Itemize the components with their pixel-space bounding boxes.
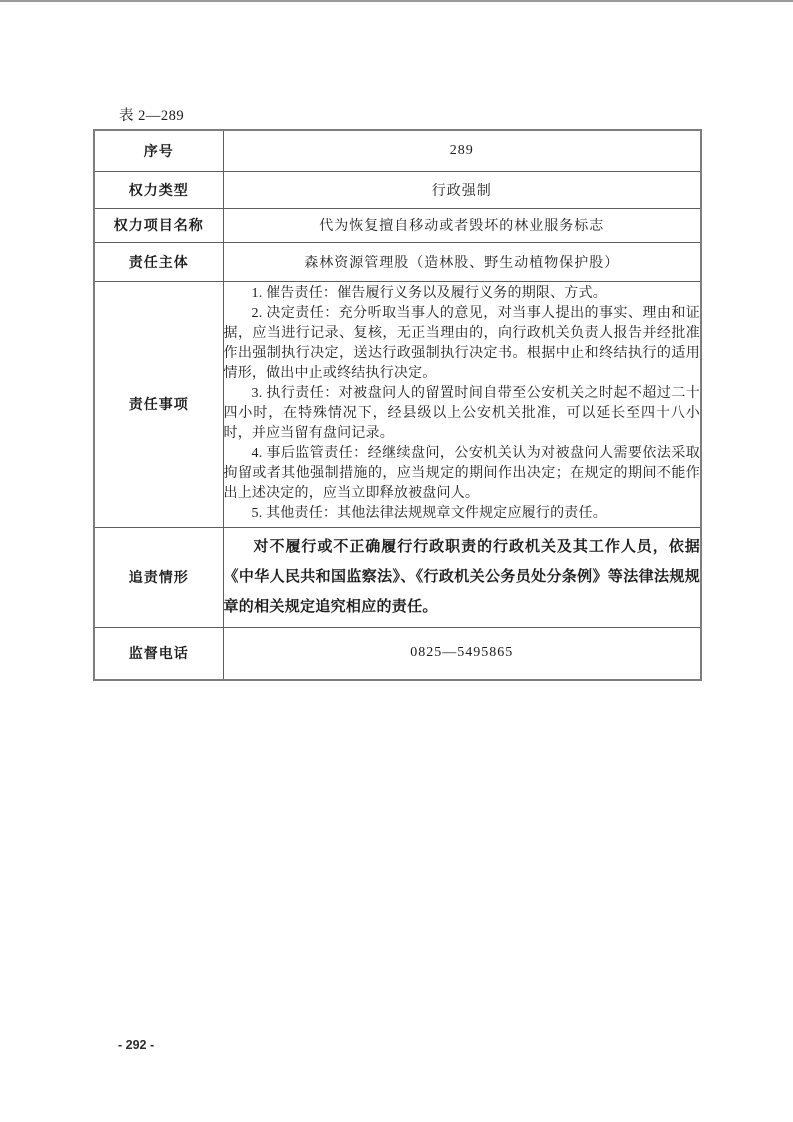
accountability-text: 对不履行或不正确履行行政职责的行政机关及其工作人员，依据《中华人民共和国监察法》、《行政机关公务员处分条例》等法律法规规章的相关规定追究相应的责任。	[223, 539, 700, 615]
duty-item-4: 4. 事后监管责任：经继续盘问，公安机关认为对被盘问人需要依法采取拘留或者其他强制措施的，应当规定的期间作出决定；在规定的期间不能作出上述决定的，应当立即释放被盘问人。	[223, 446, 700, 501]
row-label-serial-number: 序号	[94, 130, 223, 171]
table-row-power-item-name	[94, 208, 701, 242]
duty-item-5: 5. 其他责任：其他法律法规规章文件规定应履行的责任。	[251, 506, 607, 521]
duty-item-3: 3. 执行责任：对被盘问人的留置时间自带至公安机关之时起不超过二十四小时，在特殊情况下，经县级以上公安机关批准，可以延长至四十八小时，并应当留有盘问记录。	[223, 386, 700, 441]
row-label-accountability: 追责情形	[94, 527, 223, 627]
row-value-power-type: 行政强制	[223, 171, 701, 208]
row-label-supervision-phone: 监督电话	[94, 627, 223, 680]
page-top-edge-line	[0, 0, 793, 2]
duty-item-2: 2. 决定责任：充分听取当事人的意见，对当事人提出的事实、理由和证据，应当进行记录、复核，无正当理由的，向行政机关负责人报告并经批准作出强制执行决定，送达行政强制执行决定书。根据中止和终结执行的适用情形，做出中止或终结执行决定。	[223, 306, 700, 381]
table-row-accountability	[94, 527, 701, 627]
page-number: - 292 -	[118, 1038, 155, 1052]
table-row-power-type	[94, 171, 701, 208]
duty-item-1: 1. 催告责任：催告履行义务以及履行义务的期限、方式。	[251, 286, 607, 301]
power-item-table	[93, 129, 702, 681]
row-value-responsible-body: 森林资源管理股（造林股、野生动植物保护股）	[223, 242, 701, 281]
table-caption: 表 2—289	[119, 108, 185, 124]
row-value-accountability	[223, 527, 701, 627]
table-row-supervision-phone	[94, 627, 701, 680]
table-row-responsible-body	[94, 242, 701, 281]
table-row-duty-items	[94, 281, 701, 527]
row-value-duty-items	[223, 281, 701, 527]
row-label-power-type: 权力类型	[94, 171, 223, 208]
row-label-power-item-name: 权力项目名称	[94, 208, 223, 242]
row-label-responsible-body: 责任主体	[94, 242, 223, 281]
row-value-supervision-phone: 0825—5495865	[223, 627, 701, 680]
row-label-duty-items: 责任事项	[94, 281, 223, 527]
row-value-power-item-name: 代为恢复擅自移动或者毁坏的林业服务标志	[223, 208, 701, 242]
row-value-serial-number: 289	[223, 130, 701, 171]
table-row-serial-number	[94, 130, 701, 171]
